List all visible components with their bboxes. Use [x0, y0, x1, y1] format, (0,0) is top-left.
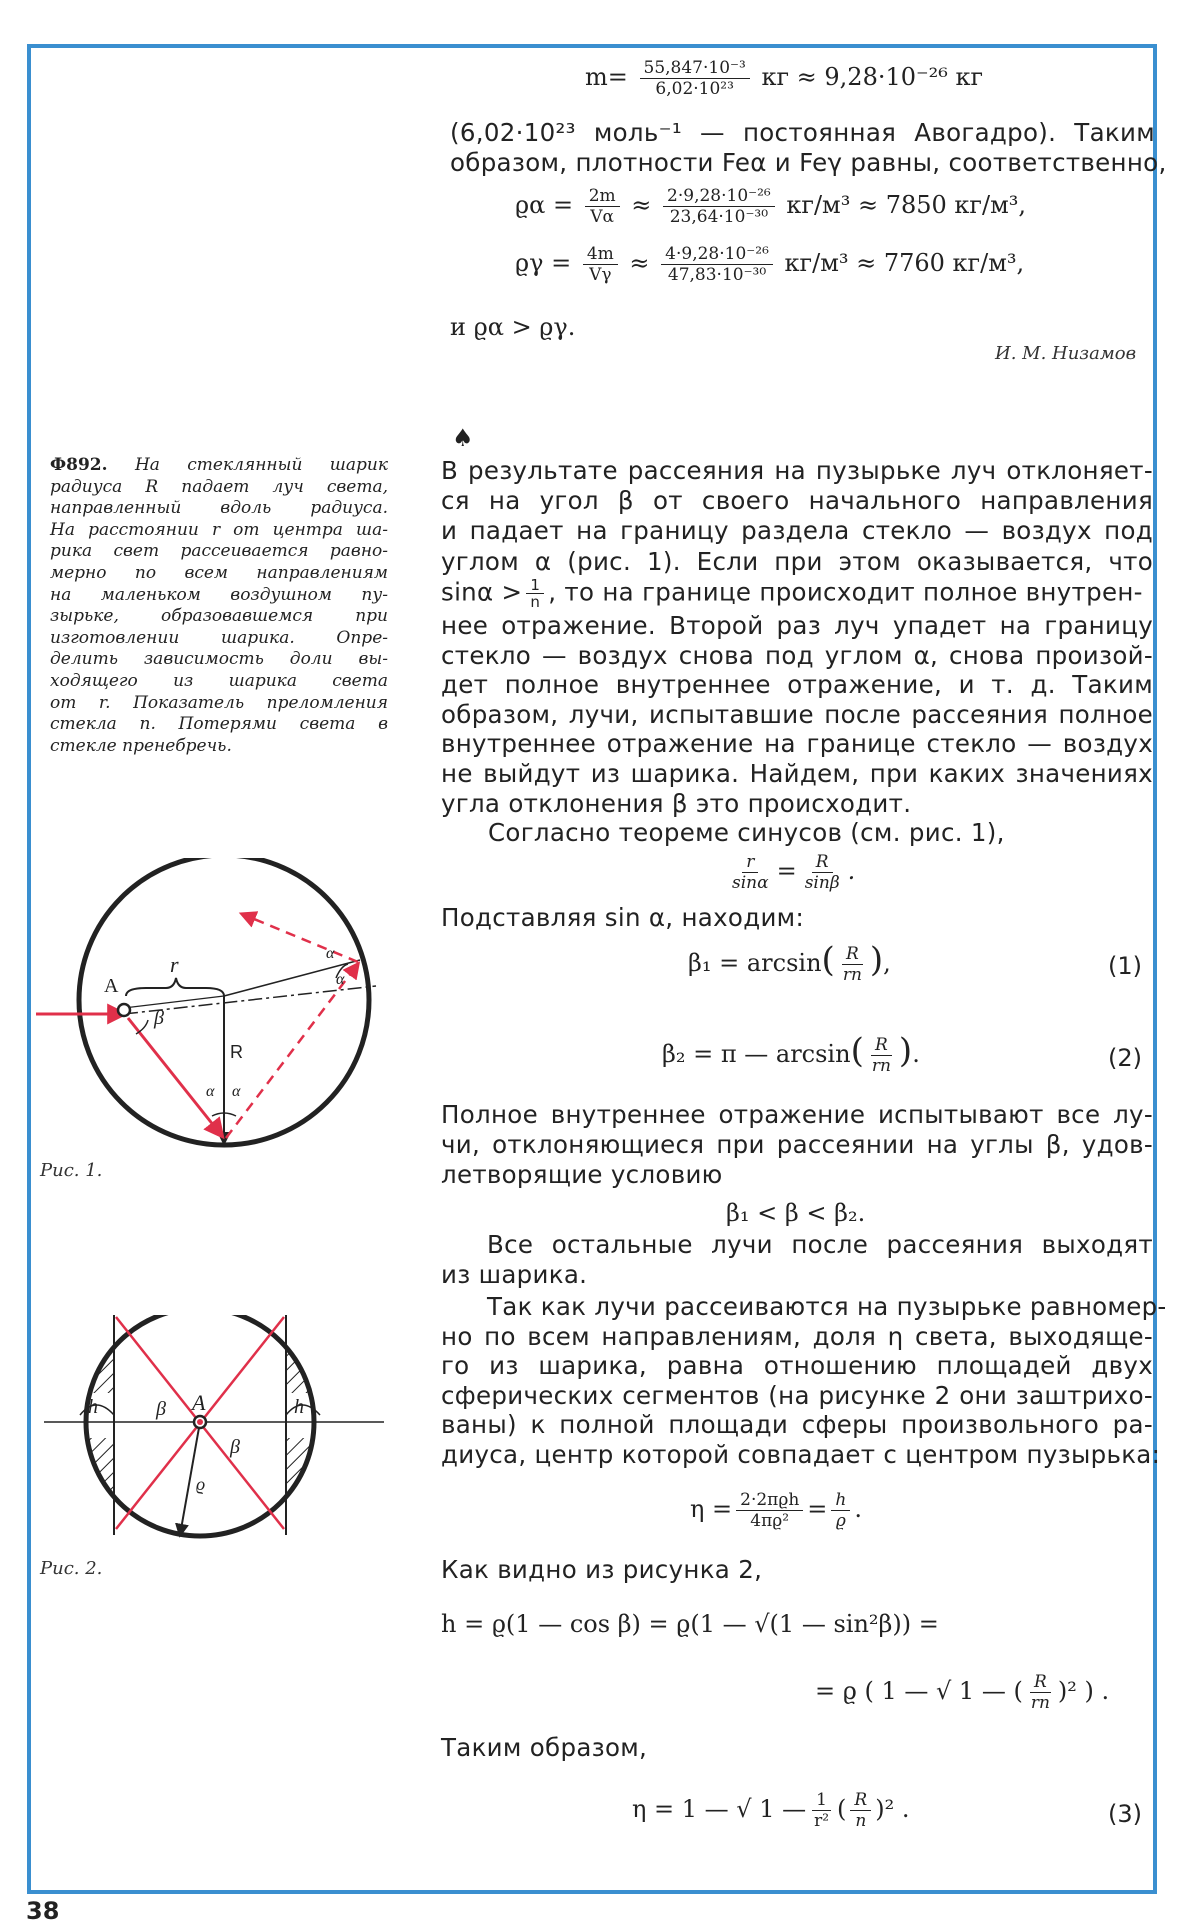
solution-para4-line: го из шарика, равна отношению площадей двух: [441, 1351, 1153, 1381]
formula-mass: m= $\frac{\text{55,847·10⁻³}}{\text{6,02·10²³}}$ кг ≈ 9,28·10⁻²⁶ кг: [585, 58, 984, 99]
solution-para1b-line: стекло — воздух снова под углом α, снова произой-: [441, 640, 1153, 670]
label-h-right: h: [294, 1396, 304, 1418]
brace-r: [126, 978, 224, 996]
label-beta-left: β: [156, 1398, 166, 1420]
problem-line: направленный вдоль радиуса.: [50, 498, 388, 519]
solution-para4-line: Так как лучи рассеиваются на пузырьке равномер-: [487, 1292, 1167, 1321]
label-alpha-2: α: [232, 1083, 241, 1100]
solution-para4-line: сферических сегментов (на рисунке 2 они заштрихо-: [441, 1380, 1153, 1410]
label-A: A: [192, 1390, 206, 1415]
problem-line: ходящего из шарика света: [50, 671, 388, 691]
label-alpha-3: α: [326, 945, 335, 962]
solution-para4-line: диуса, центр которой совпадает с центром пузырька:: [441, 1440, 1161, 1469]
equation-3-label: (3): [1108, 1800, 1142, 1828]
solution-para1-line: углом α (рис. 1). Если при этом оказывается, что: [441, 546, 1153, 576]
page-number: 38: [26, 1897, 60, 1925]
equation-2-label: (2): [1108, 1044, 1142, 1072]
second-reflection-ray: [242, 914, 358, 962]
equation-2: β₂ = π — arcsin( $\frac{R}{rn}$ ).: [662, 1031, 920, 1076]
problem-line: делить зависимость доли вы-: [50, 649, 388, 670]
problem-number: Ф892.: [50, 455, 108, 475]
solution-para2-line: Полное внутреннее отражение испытывают все лу-: [441, 1100, 1153, 1129]
formula-rho-gamma: ϱγ = $\frac{4m}{V\gamma}$ ≈ $\frac{\text{4·9,28·10⁻²⁶}}{\text{47,83·10⁻³⁰}}$ кг/м³ ≈ 7760 кг/м³,: [515, 244, 1025, 285]
thus-text: Таким образом,: [441, 1733, 648, 1762]
label-alpha-4: α: [336, 971, 345, 988]
solution-para1b-line: внутреннее отражение на границе стекло — воздух: [441, 729, 1153, 759]
problem-line: стекле пренебречь.: [50, 735, 232, 756]
label-h-left: h: [88, 1396, 98, 1418]
density-conclusion: и ϱα > ϱγ.: [450, 313, 576, 341]
solution-para1b-line: образом, лучи, испытавшие после рассеяния полное: [441, 699, 1153, 729]
problem-line: стекла n. Потерями света в: [50, 714, 388, 735]
problem-line: зырьке, образовавшемся при: [50, 606, 388, 627]
sine-theorem-eq: $\frac{r}{\sin\alpha}$ = $\frac{R}{\sin\beta}$ .: [732, 852, 856, 893]
solution-para1-line: ся на угол β от своего начального направления: [441, 486, 1153, 516]
author-signature: И. М. Низамов: [995, 343, 1137, 364]
equation-3: η = 1 — √ 1 — $\frac{1}{\text{r²}}$ ( $\frac{R}{n}$ )² .: [632, 1790, 910, 1831]
label-alpha-1: α: [206, 1083, 215, 1100]
problem-line: Ф892. На стеклянный шарик: [50, 455, 388, 475]
substituting-text: Подставляя sin α, находим:: [441, 903, 805, 932]
label-A: A: [104, 975, 119, 997]
eta-equation: η = $\frac{\text{2·2πϱh}}{\text{4πϱ²}}$ = $\frac{h}{ϱ}$ .: [690, 1490, 862, 1531]
solution-para3-line: Все остальные лучи после рассеяния выходят: [487, 1230, 1153, 1259]
problem-line: от r. Показатель преломления: [50, 692, 388, 713]
solution-para1b-line: нее отражение. Второй раз луч упадет на границу: [441, 611, 1153, 640]
figure-2-caption: Рис. 2.: [40, 1558, 103, 1579]
problem-line: На расстоянии r от центра ша-: [50, 519, 388, 540]
solution-para4-line: но по всем направлениям, доля η света, выходяще-: [441, 1321, 1153, 1351]
label-beta-right: β: [230, 1436, 240, 1458]
density-intro: образом, плотности Feα и Feγ равны, соответственно,: [450, 148, 1167, 177]
figure-1-caption: Рис. 1.: [40, 1160, 103, 1181]
figure-1: [36, 858, 411, 1158]
avogadro-text: (6,02·10²³ моль⁻¹ — постоянная Авогадро). Таким: [450, 118, 1155, 147]
h-formula-line-2: = ϱ ( 1 — √ 1 — ( $\frac{R}{rn}$ )² ) .: [815, 1672, 1110, 1713]
formula-rho-alpha: ϱα = $\frac{2m}{V\alpha}$ ≈ $\frac{\text{2·9,28·10⁻²⁶}}{\text{23,64·10⁻³⁰}}$ кг/м³ ≈ 7850 кг/м³,: [515, 186, 1026, 227]
solution-para1-line: и падает на границу раздела стекло — воздух под: [441, 516, 1153, 546]
solution-para1b-line: угла отклонения β это происходит.: [441, 788, 912, 818]
equation-1: β₁ = arcsin( $\frac{R}{rn}$ ),: [688, 940, 891, 985]
solution-para1b-line: не выйдут из шарика. Найдем, при каких значениях: [441, 759, 1153, 788]
sine-theorem-text: Согласно теореме синусов (см. рис. 1),: [488, 818, 1005, 847]
solution-para2-line: летворящие условию: [441, 1159, 723, 1189]
sin-condition-line: sinα > $\frac{1}{n}$ , то на границе происходит полное внутрен-: [441, 576, 1143, 611]
h-formula-line-1: h = ϱ(1 — cos β) = ϱ(1 — √(1 — sin²β)) =: [441, 1610, 939, 1638]
beta-inequality: β₁ < β < β₂.: [726, 1199, 866, 1227]
problem-line: радиуса R падает луч света,: [50, 476, 388, 497]
label-r: r: [170, 952, 179, 977]
problem-line: изготовлении шарика. Опре-: [50, 627, 388, 648]
label-beta: β: [154, 1007, 164, 1029]
solution-para2-line: чи, отклоняющиеся при рассеянии на углы β, удов-: [441, 1129, 1153, 1159]
solution-marker: ♠: [452, 424, 474, 452]
bubble-point-A: [118, 1004, 130, 1016]
problem-line: мерно по всем направлениям: [50, 563, 388, 583]
problem-line: на маленьком воздушном пу-: [50, 584, 388, 605]
equation-1-label: (1): [1108, 952, 1142, 980]
figure-2: [44, 1315, 404, 1555]
solution-para3-line: из шарика.: [441, 1259, 588, 1289]
fig2-intro: Как видно из рисунка 2,: [441, 1555, 763, 1584]
solution-para1-line: В результате рассеяния на пузырьке луч отклоняет-: [441, 456, 1153, 485]
label-R: R: [230, 1042, 243, 1062]
label-rho: ϱ: [196, 1474, 206, 1494]
solution-para1b-line: дет полное внутреннее отражение, и т. д. Таким: [441, 670, 1153, 700]
problem-line: рика свет рассеивается равно-: [50, 541, 388, 562]
solution-para4-line: ваны) к полной площади сферы произвольного ра-: [441, 1410, 1153, 1440]
